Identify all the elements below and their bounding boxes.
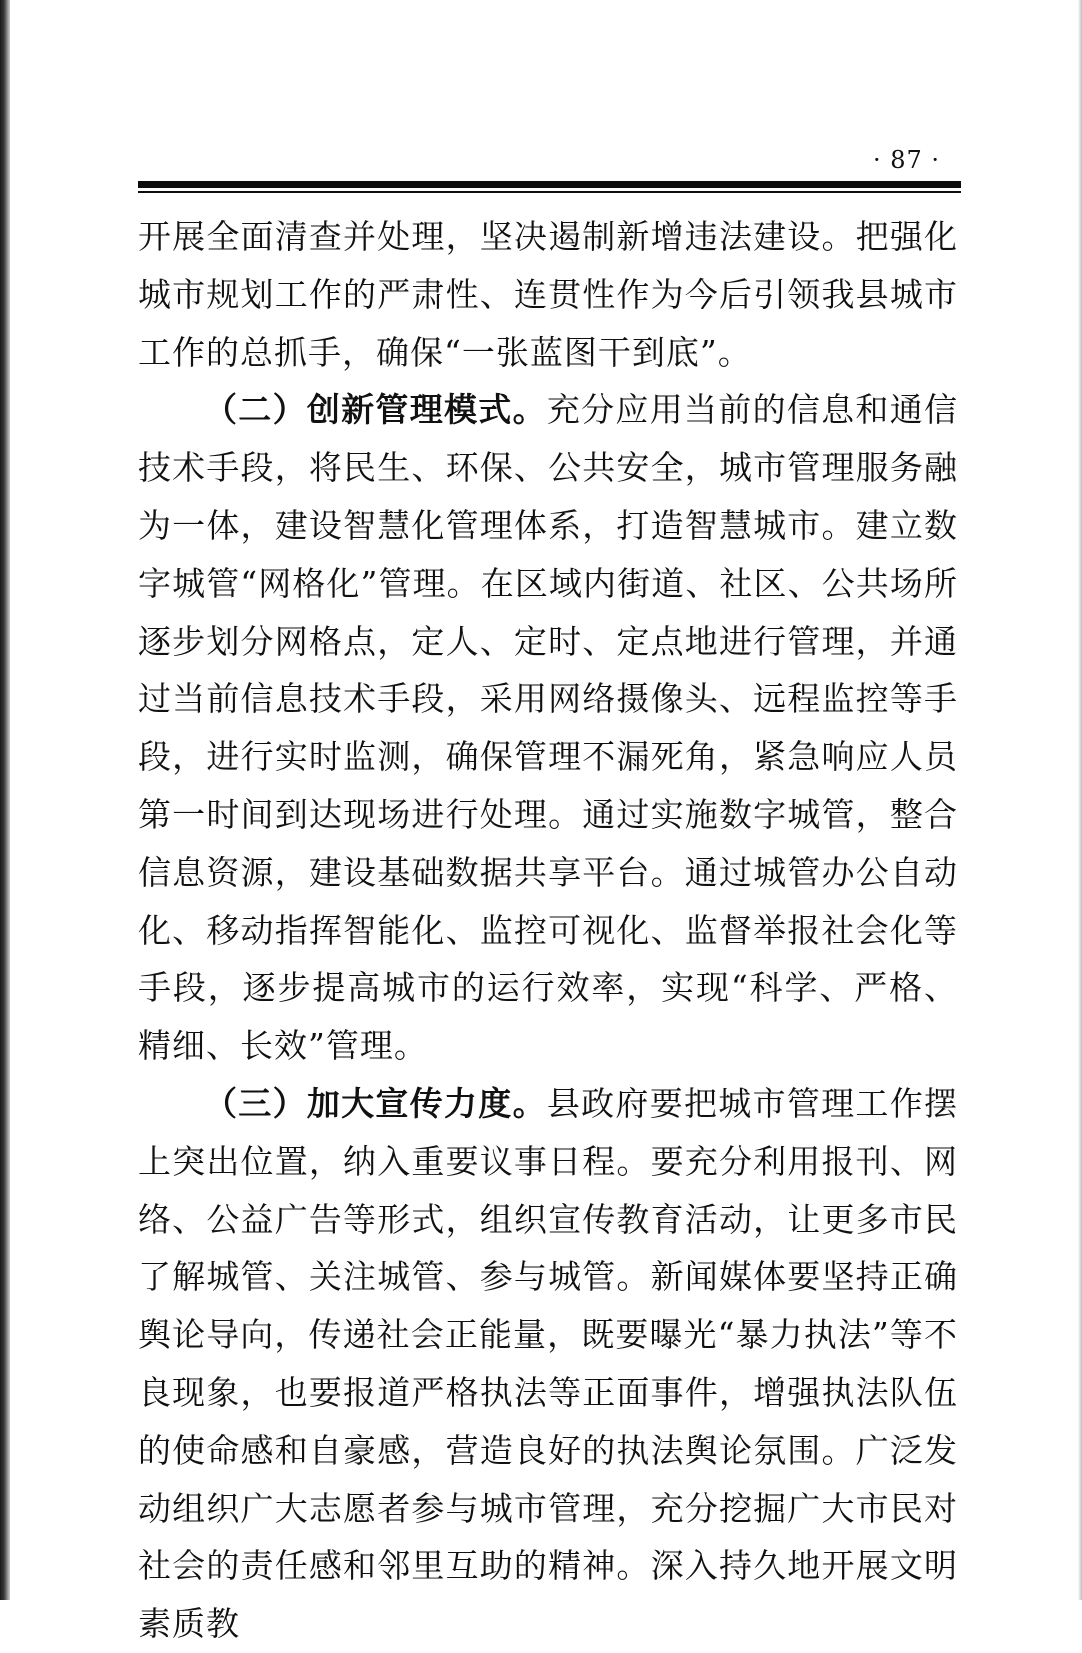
header-rule-thick — [138, 181, 961, 188]
paragraph-text: 县政府要把城市管理工作摆上突出位置，纳入重要议事日程。要充分利用报刊、网络、公益广告等形式，组织宣传教育活动，让更多市民了解城管、关注城管、参与城管。新闻媒体要坚持正确舆论导向，传递社会正能量，既要曝光“暴力执法”等不良现象，也要报道严格执法等正面事件，增强执法队伍的使命感和自豪感，营造良好的执法舆论氛围。广泛发动组织广大志愿者参与城市管理，充分挖掘广大市民对社会的责任感和邻里互助的精神。深入持久地开展文明素质教 — [138, 1083, 959, 1644]
header-rule-thin — [138, 191, 961, 193]
paragraph-2 — [138, 381, 958, 1075]
section-heading-publicity: （三）加大宣传力度。 — [204, 1083, 547, 1123]
section-heading-innovate-management: （二）创新管理模式。 — [204, 390, 547, 430]
scan-edge-right — [1078, 0, 1082, 1600]
paragraph-text: 开展全面清查并处理，坚决遏制新增违法建设。把强化城市规划工作的严肃性、连贯性作为今后引领我县城市工作的总抓手，确保“一张蓝图干到底”。 — [138, 217, 958, 372]
scan-edge-shadow — [0, 0, 10, 1600]
body-text — [138, 208, 958, 1653]
paragraph-text: 充分应用当前的信息和通信技术手段，将民生、环保、公共安全，城市管理服务融为一体，建设智慧化管理体系，打造智慧城市。建立数字城管“网格化”管理。在区域内街道、社区、公共场所逐步划分网格点，定人、定时、定点地进行管理，并通过当前信息技术手段，采用网络摄像头、远程监控等手段，进行实时监测，确保管理不漏死角，紧急响应人员第一时间到达现场进行处理。通过实施数字城管，整合信息资源，建设基础数据共享平台。通过城管办公自动化、移动指挥智能化、监控可视化、监督举报社会化等手段，逐步提高城市的运行效率，实现“科学、严格、精细、长效”管理。 — [138, 390, 959, 1066]
page-number: · 87 · — [872, 146, 940, 174]
paragraph-3 — [138, 1075, 958, 1653]
paragraph-1 — [138, 208, 958, 381]
